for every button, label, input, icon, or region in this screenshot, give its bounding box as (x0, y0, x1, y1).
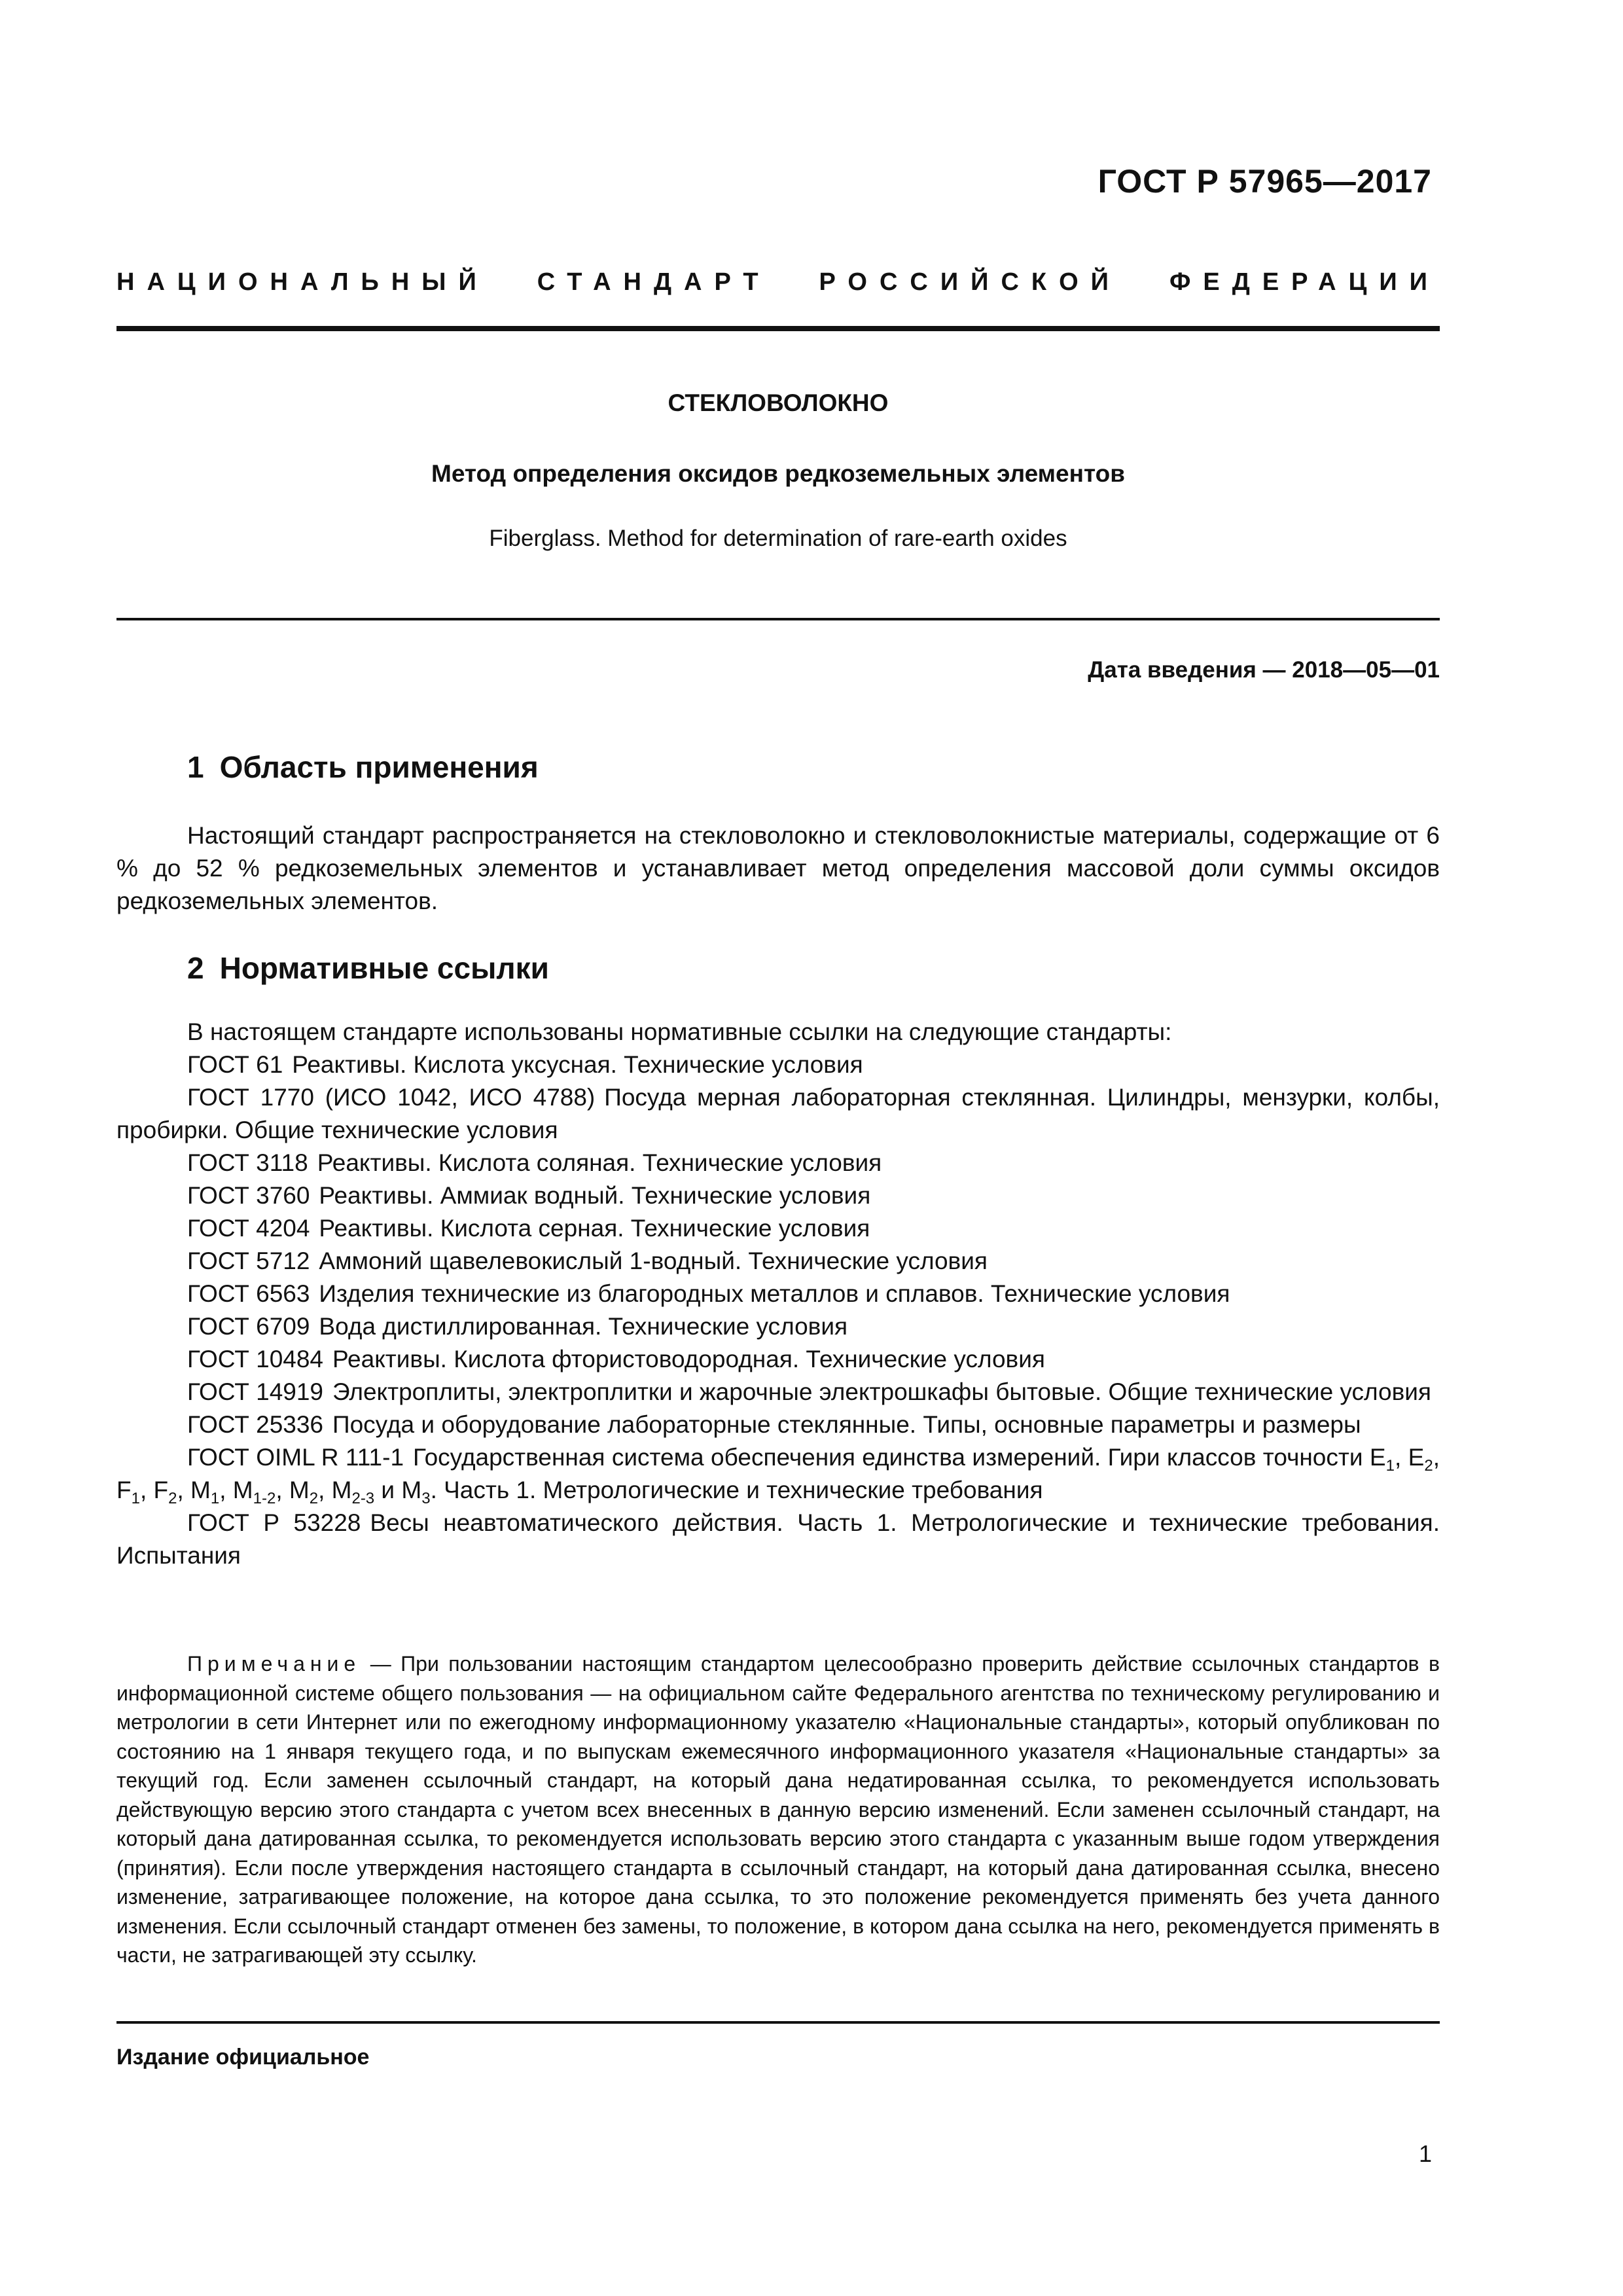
reference-item (116, 1179, 1440, 1212)
reference-title: Аммоний щавелевокислый 1-водный. Технические условия (319, 1247, 988, 1274)
reference-title: Посуда и оборудование лабораторные стеклянные. Типы, основные параметры и размеры (332, 1411, 1361, 1438)
document-number: ГОСТ Р 57965—2017 (1097, 163, 1432, 200)
reference-code: ГОСТ 6709 (187, 1313, 310, 1340)
section-number: 1 (187, 750, 204, 784)
reference-code: ГОСТ 6563 (187, 1280, 310, 1307)
reference-item (116, 1245, 1440, 1278)
normative-references (116, 1016, 1440, 1572)
section-title: Область применения (219, 750, 539, 784)
reference-item (116, 1343, 1440, 1376)
reference-code: ГОСТ 4204 (187, 1215, 310, 1242)
reference-item (116, 1147, 1440, 1179)
reference-title: Реактивы. Кислота соляная. Технические условия (317, 1149, 882, 1176)
reference-title: Реактивы. Аммиак водный. Технические условия (319, 1182, 871, 1209)
section-1-heading (116, 749, 1440, 785)
reference-item (116, 1278, 1440, 1310)
header-divider (116, 326, 1440, 331)
reference-item (116, 1212, 1440, 1245)
reference-item-oiml: ГОСТ OIML R 111-1 Государственная система обеспечения единства измерений. Гири классов точности $E_1$, $E_2$, $F_1$, $F_2$, $M_1$, $M_{1-2}$, $M_2$, $M_{2-3}$ и $M_3$. Часть 1. Метрологические и технические требования (116, 1444, 1440, 1507)
reference-code: ГОСТ 14919 (187, 1378, 323, 1405)
footer-divider (116, 2021, 1440, 2024)
section-2-heading (116, 950, 1440, 986)
reference-code: ГОСТ 61 (187, 1051, 283, 1078)
document-subtitle: Метод определения оксидов редкоземельных элементов (431, 460, 1125, 487)
reference-title: Реактивы. Кислота фтористоводородная. Технические условия (332, 1346, 1045, 1372)
official-edition-label: Издание официальное (116, 2045, 370, 2070)
reference-item (116, 1310, 1440, 1343)
reference-item (116, 1376, 1440, 1408)
introduction-date: Дата введения — 2018—05—01 (1088, 657, 1440, 683)
section-title: Нормативные ссылки (219, 951, 549, 985)
reference-title: Вода дистиллированная. Технические условия (319, 1313, 848, 1340)
references-note (116, 1649, 1440, 1970)
references-intro: В настоящем стандарте использованы нормативные ссылки на следующие стандарты: (187, 1018, 1172, 1045)
reference-title: Весы неавтоматического действия. Часть 1. Метрологические и технические требования. Испытания (116, 1509, 1440, 1569)
reference-code: ГОСТ OIML R 111-1 (187, 1444, 404, 1471)
reference-code: ГОСТ 25336 (187, 1411, 323, 1438)
reference-title: Реактивы. Кислота уксусная. Технические условия (292, 1051, 863, 1078)
section-1-text: Настоящий стандарт распространяется на стекловолокно и стекловолокнистые материалы, содержащие от 6 % до 52 % редкоземельных элементов и устанавливает метод определения массовой доли суммы оксидов редкоземельных элементов. (116, 822, 1440, 914)
reference-code: ГОСТ 10484 (187, 1346, 323, 1372)
reference-title: Электроплиты, электроплитки и жарочные электрошкафы бытовые. Общие технические условия (332, 1378, 1431, 1405)
reference-code: ГОСТ 3118 (187, 1149, 308, 1176)
reference-item (116, 1408, 1440, 1441)
note-label: Примечание (187, 1652, 361, 1676)
reference-code: ГОСТ 1770 (ИСО 1042, ИСО 4788) (187, 1084, 596, 1111)
reference-code: ГОСТ 5712 (187, 1247, 310, 1274)
section-number: 2 (187, 951, 204, 985)
reference-code: ГОСТ 3760 (187, 1182, 310, 1209)
reference-item (116, 1081, 1440, 1147)
reference-item (116, 1507, 1440, 1572)
reference-title: Посуда мерная лабораторная стеклянная. Цилиндры, мензурки, колбы, пробирки. Общие технические условия (116, 1084, 1440, 1143)
title-divider (116, 618, 1440, 620)
document-title: СТЕКЛОВОЛОКНО (668, 389, 889, 416)
page-number: 1 (1418, 2140, 1432, 2167)
reference-code: ГОСТ Р 53228 (187, 1509, 361, 1536)
note-text: — При пользовании настоящим стандартом целесообразно проверить действие ссылочных стандартов в информационной системе общего пользования — на официальном сайте Федерального агентства по техническому регулированию и метрологии в сети Интернет или по ежегодному информационному указателю «Национальные стандарты», который опубликован по состоянию на 1 января текущего года, и по выпускам ежемесячного информационного указателя «Национальные стандарты» за текущий год. Если заменен ссылочный стандарт, на который дана недатированная ссылка, то рекомендуется использовать действующую версию этого стандарта с учетом всех внесенных в данную версию изменений. Если заменен ссылочный стандарт, на который дана датированная ссылка, то рекомендуется использовать версию этого стандарта с указанным выше годом утверждения (принятия). Если после утверждения настоящего стандарта в ссылочный стандарт, на который дана датированная ссылка, внесено изменение, затрагивающее положение, на которое дана ссылка, то это положение рекомендуется применять без учета данного изменения. Если ссылочный стандарт отменен без замены, то положение, в котором дана ссылка на него, рекомендуется применять в части, не затрагивающей эту ссылку. (116, 1652, 1440, 1967)
reference-title: Реактивы. Кислота серная. Технические условия (319, 1215, 870, 1242)
document-title-english: Fiberglass. Method for determination of rare-earth oxides (489, 526, 1067, 551)
reference-item (116, 1049, 1440, 1081)
national-standard-banner: НАЦИОНАЛЬНЫЙ СТАНДАРТ РОССИЙСКОЙ ФЕДЕРАЦИИ (116, 268, 1440, 296)
reference-title: Изделия технические из благородных металлов и сплавов. Технические условия (319, 1280, 1230, 1307)
